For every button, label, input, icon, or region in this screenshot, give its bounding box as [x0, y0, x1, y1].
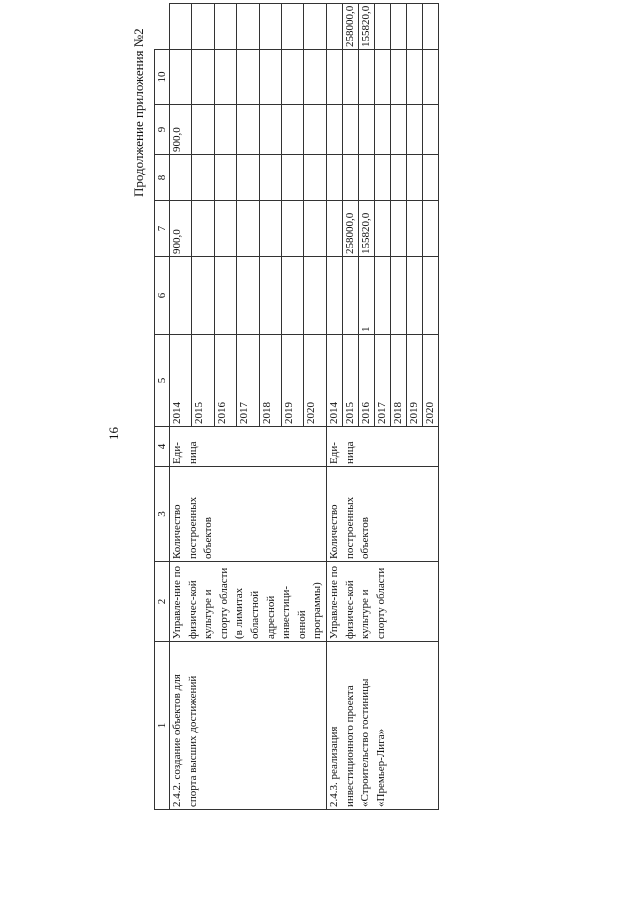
value-cell [342, 50, 358, 105]
unit-cell: Еди-ница [170, 427, 327, 467]
value-cell [374, 105, 390, 155]
year-cell: 2015 [192, 335, 214, 427]
activity-cell: 2.4.3. реализация инвестиционного проекта «Строительство гостиницы «Премьер-Лига» [326, 642, 438, 810]
value-cell [358, 155, 374, 201]
value-cell [259, 3, 281, 49]
value-cell: 900,0 [170, 201, 192, 257]
value-cell [192, 155, 214, 201]
value-cell: 155820,0 [358, 3, 374, 49]
value-cell [374, 3, 390, 49]
year-cell: 2019 [282, 335, 304, 427]
value-cell [390, 155, 406, 201]
value-cell [237, 50, 259, 105]
value-cell [282, 201, 304, 257]
value-cell [192, 257, 214, 335]
activity-cell: 2.4.2. создание объектов для спорта высших достижений [170, 642, 327, 810]
value-cell [422, 3, 438, 49]
value-cell [374, 257, 390, 335]
indicator-cell: Количество построенных объектов [326, 467, 438, 562]
value-cell [422, 105, 438, 155]
col-header: 5 [155, 335, 170, 427]
col-header: 10 [155, 50, 170, 105]
value-cell [192, 105, 214, 155]
value-cell [406, 257, 422, 335]
col-header: 1 [155, 642, 170, 810]
value-cell [259, 155, 281, 201]
value-cell [237, 105, 259, 155]
value-cell: 155820,0 [358, 201, 374, 257]
value-cell [282, 3, 304, 49]
value-cell [304, 3, 327, 49]
value-cell [422, 257, 438, 335]
value-cell [282, 155, 304, 201]
value-cell [406, 50, 422, 105]
value-cell [374, 155, 390, 201]
executor-cell: Управле-ние по физичес-кой культуре и спорту области [326, 562, 438, 642]
value-cell [304, 50, 327, 105]
col-header: 9 [155, 105, 170, 155]
value-cell [170, 257, 192, 335]
value-cell [422, 50, 438, 105]
value-cell [374, 50, 390, 105]
col-header: 8 [155, 155, 170, 201]
value-cell [259, 257, 281, 335]
value-cell [358, 50, 374, 105]
year-cell: 2019 [406, 335, 422, 427]
value-cell [259, 50, 281, 105]
value-cell [170, 50, 192, 105]
value-cell [214, 155, 236, 201]
value-cell [326, 257, 342, 335]
value-cell [342, 257, 358, 335]
value-cell [326, 50, 342, 105]
header-row [155, 3, 170, 809]
value-cell [406, 3, 422, 49]
value-cell [342, 155, 358, 201]
value-cell [390, 105, 406, 155]
value-cell [214, 50, 236, 105]
col-header: 7 [155, 201, 170, 257]
year-cell: 2018 [259, 335, 281, 427]
value-cell [390, 50, 406, 105]
col-header: 6 [155, 257, 170, 335]
value-cell [214, 201, 236, 257]
table-row [170, 3, 192, 809]
value-cell: 258000,0 [342, 3, 358, 49]
value-cell [170, 3, 192, 49]
value-cell [192, 50, 214, 105]
value-cell [304, 155, 327, 201]
value-cell [422, 155, 438, 201]
value-cell: 258000,0 [342, 201, 358, 257]
value-cell [259, 201, 281, 257]
value-cell [326, 105, 342, 155]
unit-cell: Еди-ница [326, 427, 438, 467]
value-cell [326, 3, 342, 49]
value-cell [342, 105, 358, 155]
value-cell [326, 155, 342, 201]
year-cell: 2020 [422, 335, 438, 427]
value-cell [237, 3, 259, 49]
value-cell [422, 201, 438, 257]
value-cell [406, 155, 422, 201]
page-number: 16 [106, 427, 121, 440]
value-cell [326, 201, 342, 257]
value-cell [304, 257, 327, 335]
value-cell [358, 105, 374, 155]
value-cell [192, 201, 214, 257]
year-cell: 2017 [374, 335, 390, 427]
value-cell [406, 201, 422, 257]
value-cell [214, 257, 236, 335]
year-cell: 2014 [326, 335, 342, 427]
col-header: 2 [155, 562, 170, 642]
value-cell [390, 3, 406, 49]
value-cell [304, 201, 327, 257]
value-cell [282, 257, 304, 335]
value-cell [192, 3, 214, 49]
value-cell [390, 257, 406, 335]
value-cell [304, 105, 327, 155]
value-cell [282, 105, 304, 155]
year-cell: 2014 [170, 335, 192, 427]
value-cell [237, 201, 259, 257]
value-cell [374, 201, 390, 257]
value-cell [259, 105, 281, 155]
year-cell: 2018 [390, 335, 406, 427]
executor-cell: Управле-ние по физичес-кой культуре и спорту области (в лимитах областной адресной инвестици-онной программы) [170, 562, 327, 642]
value-cell [390, 201, 406, 257]
value-cell [237, 257, 259, 335]
col-header: 3 [155, 467, 170, 562]
year-cell: 2020 [304, 335, 327, 427]
year-cell: 2015 [342, 335, 358, 427]
program-table [154, 3, 439, 810]
year-cell: 2017 [237, 335, 259, 427]
value-cell [170, 155, 192, 201]
appendix-caption: Продолжение приложения №2 [131, 28, 146, 197]
value-cell [214, 105, 236, 155]
indicator-cell: Количество построенных объектов [170, 467, 327, 562]
value-cell: 1 [358, 257, 374, 335]
year-cell: 2016 [358, 335, 374, 427]
col-header: 4 [155, 427, 170, 467]
value-cell: 900,0 [170, 105, 192, 155]
value-cell [406, 105, 422, 155]
year-cell: 2016 [214, 335, 236, 427]
value-cell [282, 50, 304, 105]
value-cell [237, 155, 259, 201]
table-row [326, 3, 342, 809]
value-cell [214, 3, 236, 49]
